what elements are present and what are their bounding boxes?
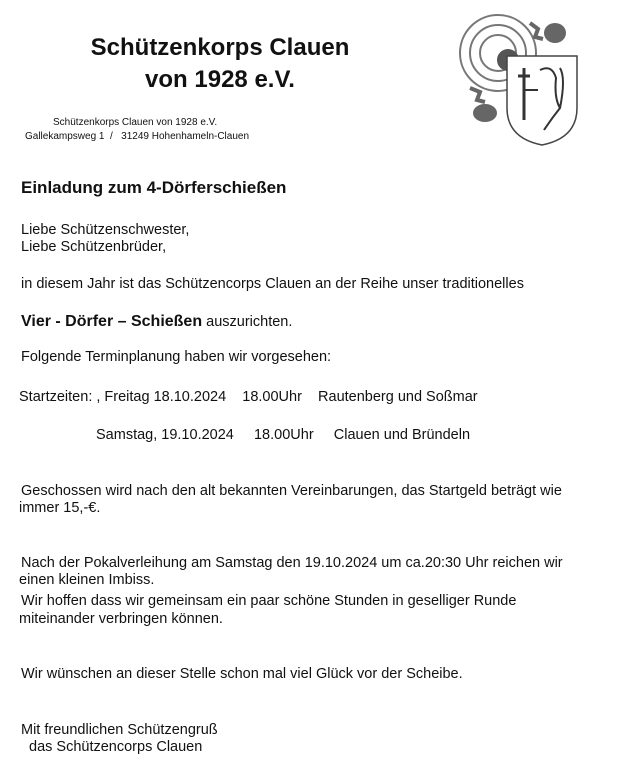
coat-of-arms-icon [450, 8, 590, 148]
salutation: Liebe Schützenbrüder, [21, 239, 167, 255]
award-text: einen kleinen Imbiss. [19, 572, 155, 588]
salutation: Liebe Schützenschwester, [21, 222, 190, 238]
club-title-year: von 1928 e.V. [145, 66, 295, 93]
fee-text: immer 15,-€. [19, 500, 101, 516]
fee-text: Geschossen wird nach den alt bekannten Vereinbarungen, das Startgeld beträgt wie [21, 483, 562, 499]
closing-signature: das Schützencorps Clauen [29, 739, 203, 755]
club-title: Schützenkorps Clauen [90, 34, 350, 61]
event-suffix: auszurichten. [206, 314, 293, 330]
address-line: Schützenkorps Clauen von 1928 e.V. [53, 117, 218, 128]
luck-text: Wir wünschen an dieser Stelle schon mal viel Glück vor der Scheibe. [21, 666, 463, 682]
event-line [21, 313, 292, 331]
address-line: Gallekampsweg 1 / 31249 Hohenhameln-Clauen [25, 131, 250, 142]
letter-heading: Einladung zum 4-Dörferschießen [21, 178, 287, 197]
event-name: Vier - Dörfer – Schießen [21, 313, 203, 330]
intro-text: in diesem Jahr ist das Schützencorps Clauen an der Reihe unser traditionelles [21, 276, 524, 292]
planning-text: Folgende Terminplanung haben wir vorgesehen: [21, 349, 332, 365]
award-text: Nach der Pokalverleihung am Samstag den 19.10.2024 um ca.20:30 Uhr reichen wir [21, 555, 563, 571]
schedule-saturday: Samstag, 19.10.2024 18.00Uhr Clauen und Bründeln [96, 427, 471, 443]
hope-text: miteinander verbringen können. [19, 611, 223, 627]
closing: Mit freundlichen Schützengruß [21, 722, 218, 738]
hope-text: Wir hoffen dass wir gemeinsam ein paar schöne Stunden in geselliger Runde [21, 593, 517, 609]
schedule-friday: Startzeiten: , Freitag 18.10.2024 18.00Uhr Rautenberg und Soßmar [19, 389, 478, 405]
